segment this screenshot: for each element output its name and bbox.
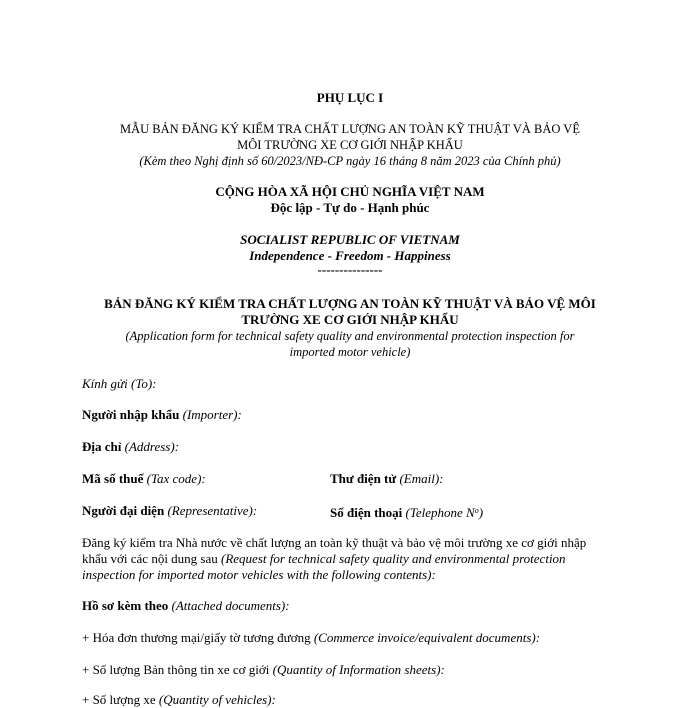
email-label-en: (Email): bbox=[399, 471, 444, 486]
telephone-label-close: ) bbox=[478, 505, 484, 520]
address-label: Địa chỉ bbox=[82, 439, 122, 454]
telephone-label-en bbox=[406, 505, 484, 520]
form-subtitle-line2: imported motor vehicle) bbox=[289, 345, 411, 359]
telephone-number-sup: o bbox=[474, 506, 479, 515]
address-label-en: (Address): bbox=[124, 439, 180, 454]
representative-label: Người đại diện bbox=[82, 503, 165, 518]
attachment-item-vehicles bbox=[82, 692, 276, 708]
header-divider: --------------- bbox=[317, 262, 383, 277]
request-line2-en: (Request for technical safety quality and environmental protection bbox=[221, 551, 566, 566]
attachment-item-info-sheets bbox=[82, 662, 445, 678]
country-name-vn: CỘNG HÒA XÃ HỘI CHỦ NGHĨA VIỆT NAM bbox=[215, 184, 485, 199]
request-line3: inspection for imported motor vehicles with the following contents): bbox=[82, 567, 436, 582]
form-subtitle-line1: (Application form for technical safety quality and environmental protection inspection for bbox=[125, 329, 575, 343]
email-label: Thư điện tử bbox=[330, 471, 397, 486]
importer-label: Người nhập khẩu bbox=[82, 407, 180, 422]
attached-documents-heading bbox=[82, 598, 290, 614]
tax-code-field bbox=[82, 471, 206, 487]
importer-field bbox=[82, 407, 242, 423]
country-name-en: SOCIALIST REPUBLIC OF VIETNAM bbox=[240, 232, 460, 247]
appendix-title: PHỤ LỤC I bbox=[316, 90, 384, 105]
attached-documents-label: Hồ sơ kèm theo bbox=[82, 598, 169, 613]
tax-code-label: Mã số thuế bbox=[82, 471, 144, 486]
telephone-label: Số điện thoại bbox=[330, 505, 403, 520]
telephone-label-en-text: (Telephone N bbox=[405, 505, 475, 520]
email-field bbox=[330, 471, 443, 487]
appendix-attached-note: (Kèm theo Nghị định số 60/2023/NĐ-CP ngày 16 tháng 8 năm 2023 của Chính phủ) bbox=[139, 154, 561, 168]
attachment-item-invoice-vn: + Hóa đơn thương mại/giấy tờ tương đương bbox=[82, 630, 311, 645]
form-title-line2: TRƯỜNG XE CƠ GIỚI NHẬP KHẨU bbox=[241, 312, 459, 327]
motto-vn: Độc lập - Tự do - Hạnh phúc bbox=[270, 200, 430, 215]
attachment-item-info-sheets-en: (Quantity of Information sheets): bbox=[272, 662, 445, 677]
appendix-form-title-line1: MẪU BẢN ĐĂNG KÝ KIỂM TRA CHẤT LƯỢNG AN TOÀN KỸ THUẬT VÀ BẢO VỆ bbox=[120, 122, 580, 136]
representative-label-en: (Representative): bbox=[167, 503, 258, 518]
to-label: Kính gửi (To): bbox=[82, 376, 157, 391]
address-field bbox=[82, 439, 179, 455]
attachment-item-info-sheets-vn: + Số lượng Bản thông tin xe cơ giới bbox=[82, 662, 270, 677]
request-line2-vn: khẩu với các nội dung sau bbox=[82, 551, 218, 566]
appendix-form-title-line2: MÔI TRƯỜNG XE CƠ GIỚI NHẬP KHẨU bbox=[237, 138, 463, 152]
form-title-line1: BẢN ĐĂNG KÝ KIỂM TRA CHẤT LƯỢNG AN TOÀN KỸ THUẬT VÀ BẢO VỆ MÔI bbox=[104, 296, 596, 311]
representative-field bbox=[82, 503, 257, 519]
attachment-item-invoice bbox=[82, 630, 540, 646]
attachment-item-invoice-en: (Commerce invoice/equivalent documents): bbox=[313, 630, 541, 645]
telephone-field bbox=[330, 503, 483, 521]
motto-en: Independence - Freedom - Happiness bbox=[249, 248, 451, 263]
attached-documents-label-en: (Attached documents): bbox=[171, 598, 290, 613]
request-line1: Đăng ký kiểm tra Nhà nước về chất lượng an toàn kỹ thuật và bảo vệ môi trường xe cơ giới nhập bbox=[82, 535, 587, 550]
importer-label-en: (Importer): bbox=[182, 407, 242, 422]
request-line2 bbox=[82, 551, 566, 567]
tax-code-label-en: (Tax code): bbox=[146, 471, 206, 486]
attachment-item-vehicles-vn: + Số lượng xe bbox=[82, 692, 156, 707]
attachment-item-vehicles-en: (Quantity of vehicles): bbox=[158, 692, 276, 707]
